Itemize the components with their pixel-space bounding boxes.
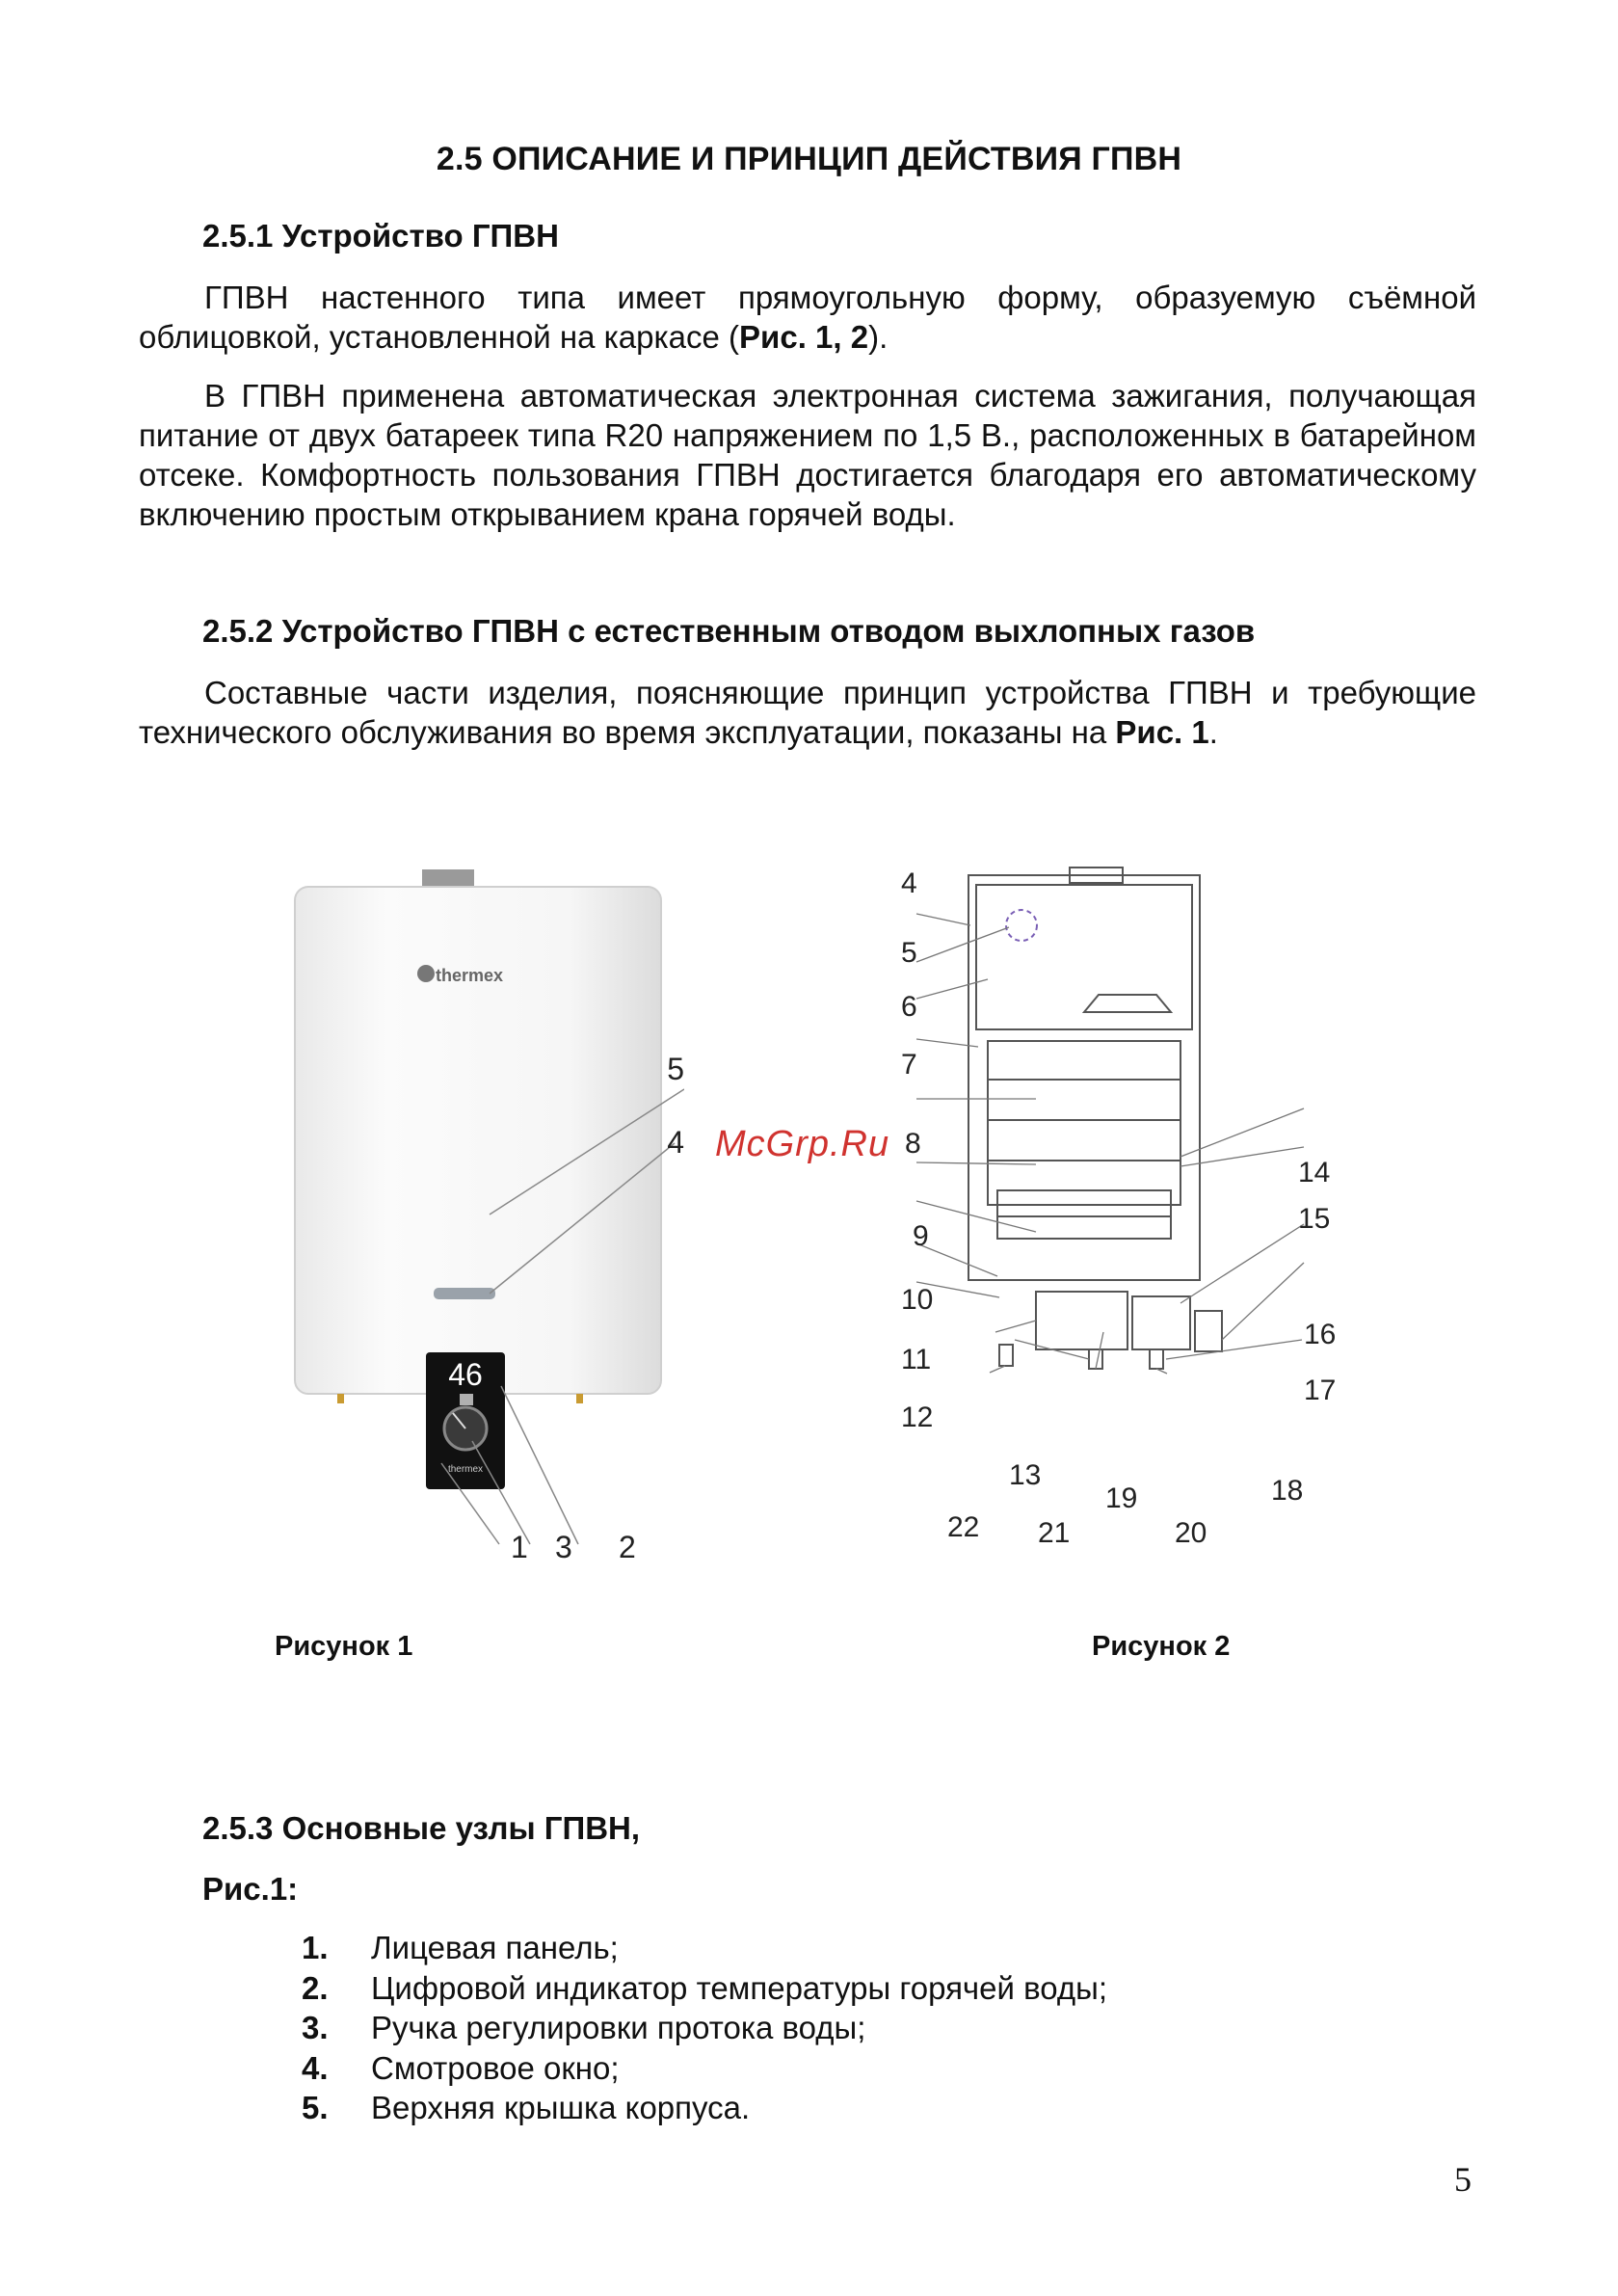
- paragraph-2-5-1-b: [139, 376, 1476, 534]
- paragraph-text: Составные части изделия, поясняющие принцип устройства ГПВН и требующие технического обслуживания во время эксплуатации, показаны на: [139, 675, 1476, 750]
- list-item: [302, 1968, 1107, 2009]
- subsection-2-5-3-subtitle: Рис.1:: [202, 1871, 299, 1907]
- callout-17: 17: [1304, 1375, 1337, 1406]
- hood-opening: [1084, 995, 1171, 1012]
- callout-19: 19: [1105, 1482, 1138, 1514]
- callout-7: 7: [901, 1049, 917, 1081]
- callout-5: 5: [667, 1052, 684, 1086]
- callout-2: 2: [619, 1530, 636, 1564]
- callout-15: 15: [1298, 1203, 1331, 1235]
- list-item-number: 4.: [302, 2049, 329, 2086]
- draft-sensor: [1006, 910, 1037, 941]
- list-item: [302, 1928, 1107, 1968]
- figure-2-internal-components: [891, 858, 1344, 1571]
- callout-5: 5: [901, 937, 917, 969]
- leader-lines: [916, 914, 1304, 1374]
- paragraph-text-end: ).: [868, 319, 889, 355]
- list-item: [302, 2048, 1107, 2089]
- callout-22: 22: [947, 1511, 980, 1543]
- list-item: [302, 2088, 1107, 2128]
- list-item-number: 1.: [302, 1930, 329, 1965]
- list-item-number: 3.: [302, 2010, 329, 2045]
- subsection-2-5-1-title: 2.5.1 Устройство ГПВН: [202, 218, 559, 254]
- callout-4: 4: [901, 868, 917, 899]
- temperature-display: 46: [448, 1357, 483, 1392]
- paragraph-2-5-2: [139, 673, 1476, 752]
- water-unit: [1132, 1296, 1190, 1349]
- callout-4: 4: [667, 1125, 684, 1160]
- callout-6: 6: [901, 991, 917, 1023]
- list-item-text: Ручка регулировки протока воды;: [371, 2010, 866, 2045]
- subsection-2-5-2-title: 2.5.2 Устройство ГПВН с естественным отводом выхлопных газов: [202, 613, 1256, 649]
- gas-valve: [1036, 1292, 1127, 1349]
- frame: [968, 875, 1200, 1280]
- callout-1: 1: [511, 1530, 528, 1564]
- figure-reference: Рис. 1: [1115, 714, 1209, 750]
- page-number: 5: [1454, 2160, 1472, 2199]
- callout-3: 3: [555, 1530, 572, 1564]
- callout-8: 8: [905, 1128, 921, 1160]
- heat-exchanger: [988, 1041, 1180, 1205]
- fitting-right: [576, 1394, 583, 1403]
- paragraph-2-5-1-a: [139, 278, 1476, 357]
- viewing-window: [434, 1288, 495, 1299]
- list-item-number: 5.: [302, 2090, 329, 2125]
- hot-water-outlet: [1150, 1349, 1163, 1369]
- subsection-2-5-3-title: 2.5.3 Основные узлы ГПВН,: [202, 1810, 641, 1846]
- paragraph-text-end: .: [1208, 714, 1218, 750]
- paragraph-text: ГПВН настенного типа имеет прямоугольную форму, образуемую съёмной облицовкой, установленной на каркасе (: [139, 280, 1476, 355]
- control-brand-text: thermex: [447, 1464, 484, 1475]
- components-list: [302, 1928, 1107, 2128]
- section-title: 2.5 ОПИСАНИЕ И ПРИНЦИП ДЕЙСТВИЯ ГПВН: [436, 141, 1182, 177]
- callout-21: 21: [1038, 1517, 1071, 1549]
- callout-11: 11: [901, 1344, 932, 1375]
- list-item-text: Цифровой индикатор температуры горячей воды;: [371, 1969, 1108, 2006]
- list-item-text: Смотровое окно;: [371, 2049, 620, 2086]
- battery-box: [1195, 1311, 1222, 1351]
- callout-12: 12: [901, 1402, 934, 1433]
- paragraph-text: В ГПВН применена автоматическая электронная система зажигания, получающая питание от двух батареек типа R20 напряжением по 1,5 В., расположенных в батарейном отсеке. Комфортность пользования ГПВН достигается благодаря его автоматическому включению простым открыванием крана горячей воды.: [139, 378, 1476, 532]
- callout-9: 9: [913, 1220, 929, 1252]
- list-item: [302, 2008, 1107, 2048]
- watermark: McGrp.Ru: [715, 1124, 890, 1164]
- figure-1-water-heater-front: [279, 858, 684, 1571]
- brand-logo-text: thermex: [436, 966, 504, 985]
- list-item-text: Верхняя крышка корпуса.: [371, 2090, 751, 2125]
- brand-logo-icon: [417, 965, 435, 982]
- fitting-left: [337, 1394, 344, 1403]
- burner: [997, 1190, 1171, 1239]
- callout-numbers: [901, 868, 1336, 1549]
- callout-14: 14: [1298, 1157, 1331, 1188]
- list-item-text: Лицевая панель;: [371, 1930, 619, 1965]
- figure-2-caption: Рисунок 2: [1092, 1631, 1231, 1662]
- leader-line-2: [501, 1386, 578, 1544]
- figure-reference: Рис. 1, 2: [739, 319, 869, 355]
- callout-20: 20: [1175, 1517, 1207, 1549]
- water-inlet: [999, 1345, 1013, 1366]
- callout-18: 18: [1271, 1475, 1304, 1507]
- callout-10: 10: [901, 1284, 934, 1316]
- figure-1-caption: Рисунок 1: [275, 1631, 413, 1662]
- list-item-number: 2.: [302, 1969, 329, 2006]
- callout-16: 16: [1304, 1319, 1337, 1350]
- flue-hood: [976, 885, 1192, 1029]
- callout-13: 13: [1009, 1459, 1042, 1491]
- fitting-center: [460, 1394, 473, 1405]
